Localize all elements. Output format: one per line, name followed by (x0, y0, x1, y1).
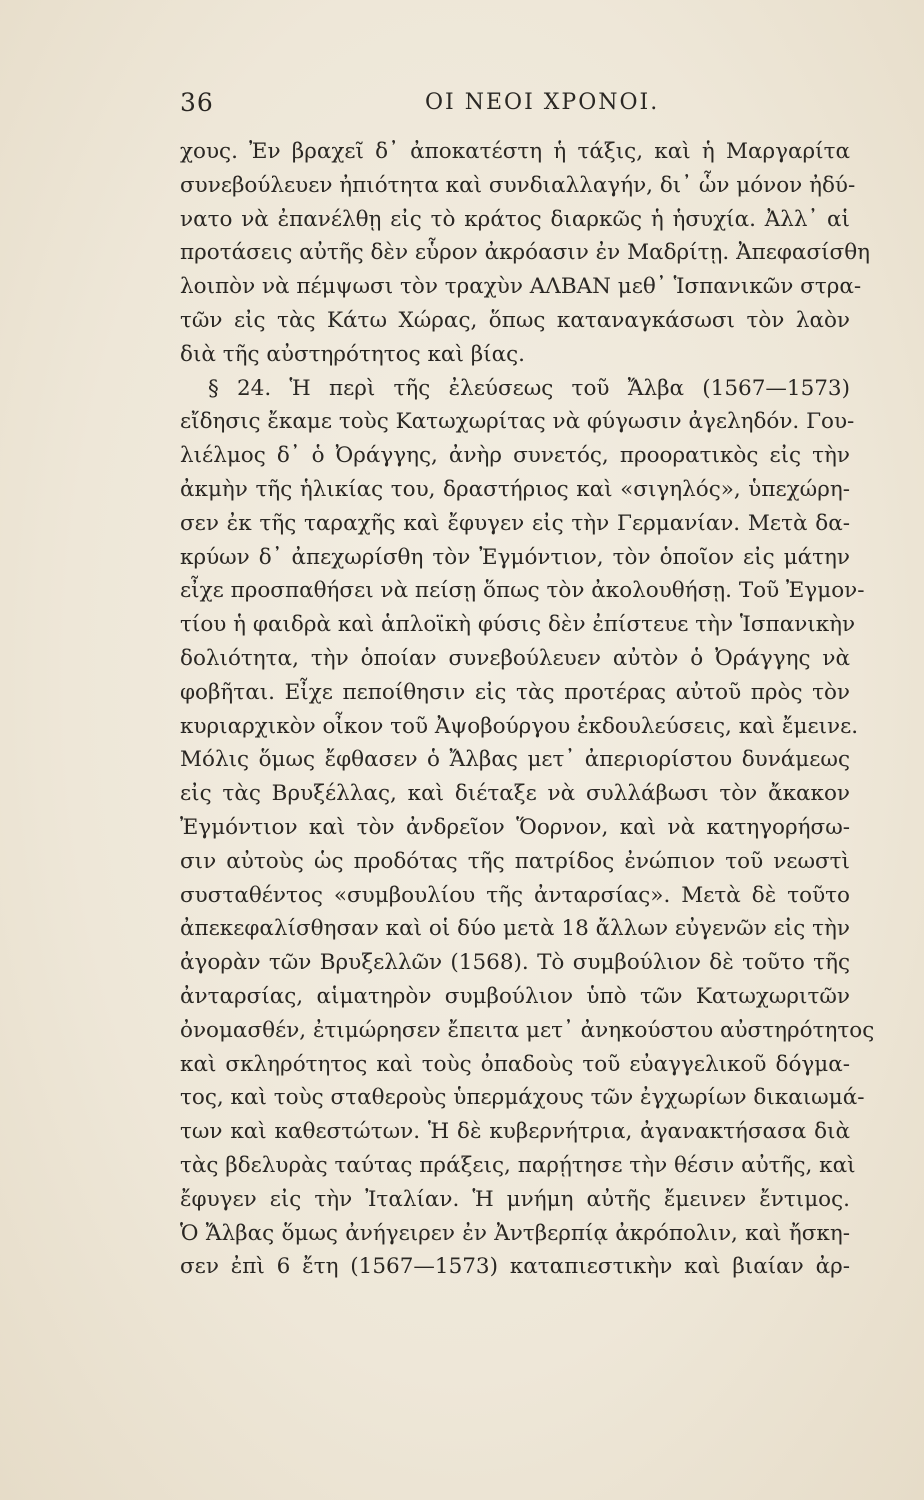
text-line: ὀνομασθέν, ἐτιμώρησεν ἔπειτα μετ᾽ ἀνηκούστου αὐστηρότητος (180, 1017, 875, 1043)
text-line: σεν ἐκ τῆς ταραχῆς καὶ ἔφυγεν εἰς τὴν Γερμανίαν. Μετὰ δα- (180, 510, 850, 536)
text-line: συνεβούλευεν ἠπιότητα καὶ συνδιαλλαγήν, δι᾽ ὧν μόνον ἠδύ- (180, 172, 856, 198)
page-number: 36 (180, 88, 214, 117)
text-line: των καὶ καθεστώτων. Ἡ δὲ κυβερνήτρια, ἀγανακτήσασα διὰ (180, 1119, 850, 1145)
text-line: Μόλις ὅμως ἔφθασεν ὁ Ἄλβας μετ᾽ ἀπεριορίστου δυνάμεως (180, 747, 850, 773)
text-line: τὰς βδελυρὰς ταύτας πράξεις, παρῄτησε τὴν θέσιν αὐτῆς, καὶ (180, 1152, 856, 1178)
text-line: Ὁ Ἄλβας ὅμως ἀνήγειρεν ἐν Ἀντβερπίᾳ ἀκρόπολιν, καὶ ἤσκη- (180, 1220, 850, 1246)
body-text (180, 135, 875, 1284)
text-line: σεν ἐπὶ 6 ἔτη (1567—1573) καταπιεστικὴν καὶ βιαίαν ἀρ- (180, 1254, 850, 1280)
running-title: ΟΙ ΝΕΟΙ ΧΡΟΝΟΙ. (425, 90, 660, 115)
text-line: ἀκμὴν τῆς ἡλικίας του, δραστήριος καὶ «σιγηλός», ὑπεχώρη- (180, 476, 850, 502)
text-line: καὶ σκληρότητος καὶ τοὺς ὀπαδοὺς τοῦ εὐαγγελικοῦ δόγμα- (180, 1051, 850, 1077)
text-line: τος, καὶ τοὺς σταθεροὺς ὑπερμάχους τῶν ἐγχωρίων δικαιωμά- (180, 1085, 865, 1111)
page-header (180, 88, 850, 124)
text-line: ἀνταρσίας, αἱματηρὸν συμβούλιον ὑπὸ τῶν Κατωχωριτῶν (180, 983, 850, 1009)
text-line: νατο νὰ ἐπανέλθῃ εἰς τὸ κράτος διαρκῶς ἡ ἡσυχία. Ἀλλ᾽ αἱ (180, 206, 850, 232)
text-line: τίου ἡ φαιδρὰ καὶ ἁπλοϊκὴ φύσις δὲν ἐπίστευε τὴν Ἱσπανικὴν (180, 612, 856, 638)
text-line: προτάσεις αὐτῆς δὲν εὗρον ἀκρόασιν ἐν Μαδρίτῃ. Ἀπεφασίσθη (180, 240, 871, 266)
text-line: εἴδησις ἔκαμε τοὺς Κατωχωρίτας νὰ φύγωσιν ἀγεληδόν. Γου- (180, 409, 855, 435)
text-line: κρύων δ᾽ ἀπεχωρίσθη τὸν Ἐγμόντιον, τὸν ὁποῖον εἰς μάτην (180, 544, 850, 570)
text-line: τῶν εἰς τὰς Κάτω Χώρας, ὅπως καταναγκάσωσι τὸν λαὸν (180, 307, 850, 333)
text-line: ἀπεκεφαλίσθησαν καὶ οἱ δύο μετὰ 18 ἄλλων εὐγενῶν εἰς τὴν (180, 916, 850, 942)
text-line: συσταθέντος «συμβουλίου τῆς ἀνταρσίας». Μετὰ δὲ τοῦτο (180, 882, 850, 908)
text-line: εἶχε προσπαθήσει νὰ πείσῃ ὅπως τὸν ἀκολουθήσῃ. Τοῦ Ἐγμον- (180, 578, 865, 604)
text-line: φοβῆται. Εἶχε πεποίθησιν εἰς τὰς προτέρας αὐτοῦ πρὸς τὸν (180, 679, 850, 705)
text-line: χους. Ἐν βραχεῖ δ᾽ ἀποκατέστη ἡ τάξις, καὶ ἡ Μαργαρίτα (180, 139, 850, 164)
text-line: λιέλμος δ᾽ ὁ Ὀράγγης, ἀνὴρ συνετός, προορατικὸς εἰς τὴν (180, 443, 850, 469)
text-line: σιν αὐτοὺς ὡς προδότας τῆς πατρίδος ἐνώπιον τοῦ νεωστὶ (180, 848, 850, 874)
text-line: ἀγορὰν τῶν Βρυξελλῶν (1568). Τὸ συμβούλιον δὲ τοῦτο τῆς (180, 950, 850, 976)
text-line: λοιπὸν νὰ πέμψωσι τὸν τραχὺν ΑΛΒΑΝ μεθ᾽ Ἱσπανικῶν στρα- (180, 274, 862, 300)
section-heading-line: § 24. Ἡ περὶ τῆς ἐλεύσεως τοῦ Ἄλβα (1567—1573) (208, 375, 850, 401)
text-line: ἔφυγεν εἰς τὴν Ἰταλίαν. Ἡ μνήμη αὐτῆς ἔμεινεν ἔντιμος. (180, 1186, 850, 1212)
text-line: εἰς τὰς Βρυξέλλας, καὶ διέταξε νὰ συλλάβωσι τὸν ἄκακον (180, 781, 850, 807)
text-line: Ἐγμόντιον καὶ τὸν ἀνδρεῖον Ὅορνον, καὶ νὰ κατηγορήσω- (180, 814, 850, 840)
text-line: διὰ τῆς αὐστηρότητος καὶ βίας. (180, 341, 525, 367)
text-line: δολιότητα, τὴν ὁποίαν συνεβούλευεν αὐτὸν ὁ Ὀράγγης νὰ (180, 645, 850, 671)
text-line: κυριαρχικὸν οἶκον τοῦ Ἀψοβούργου ἐκδουλεύσεις, καὶ ἔμεινε. (180, 713, 859, 739)
